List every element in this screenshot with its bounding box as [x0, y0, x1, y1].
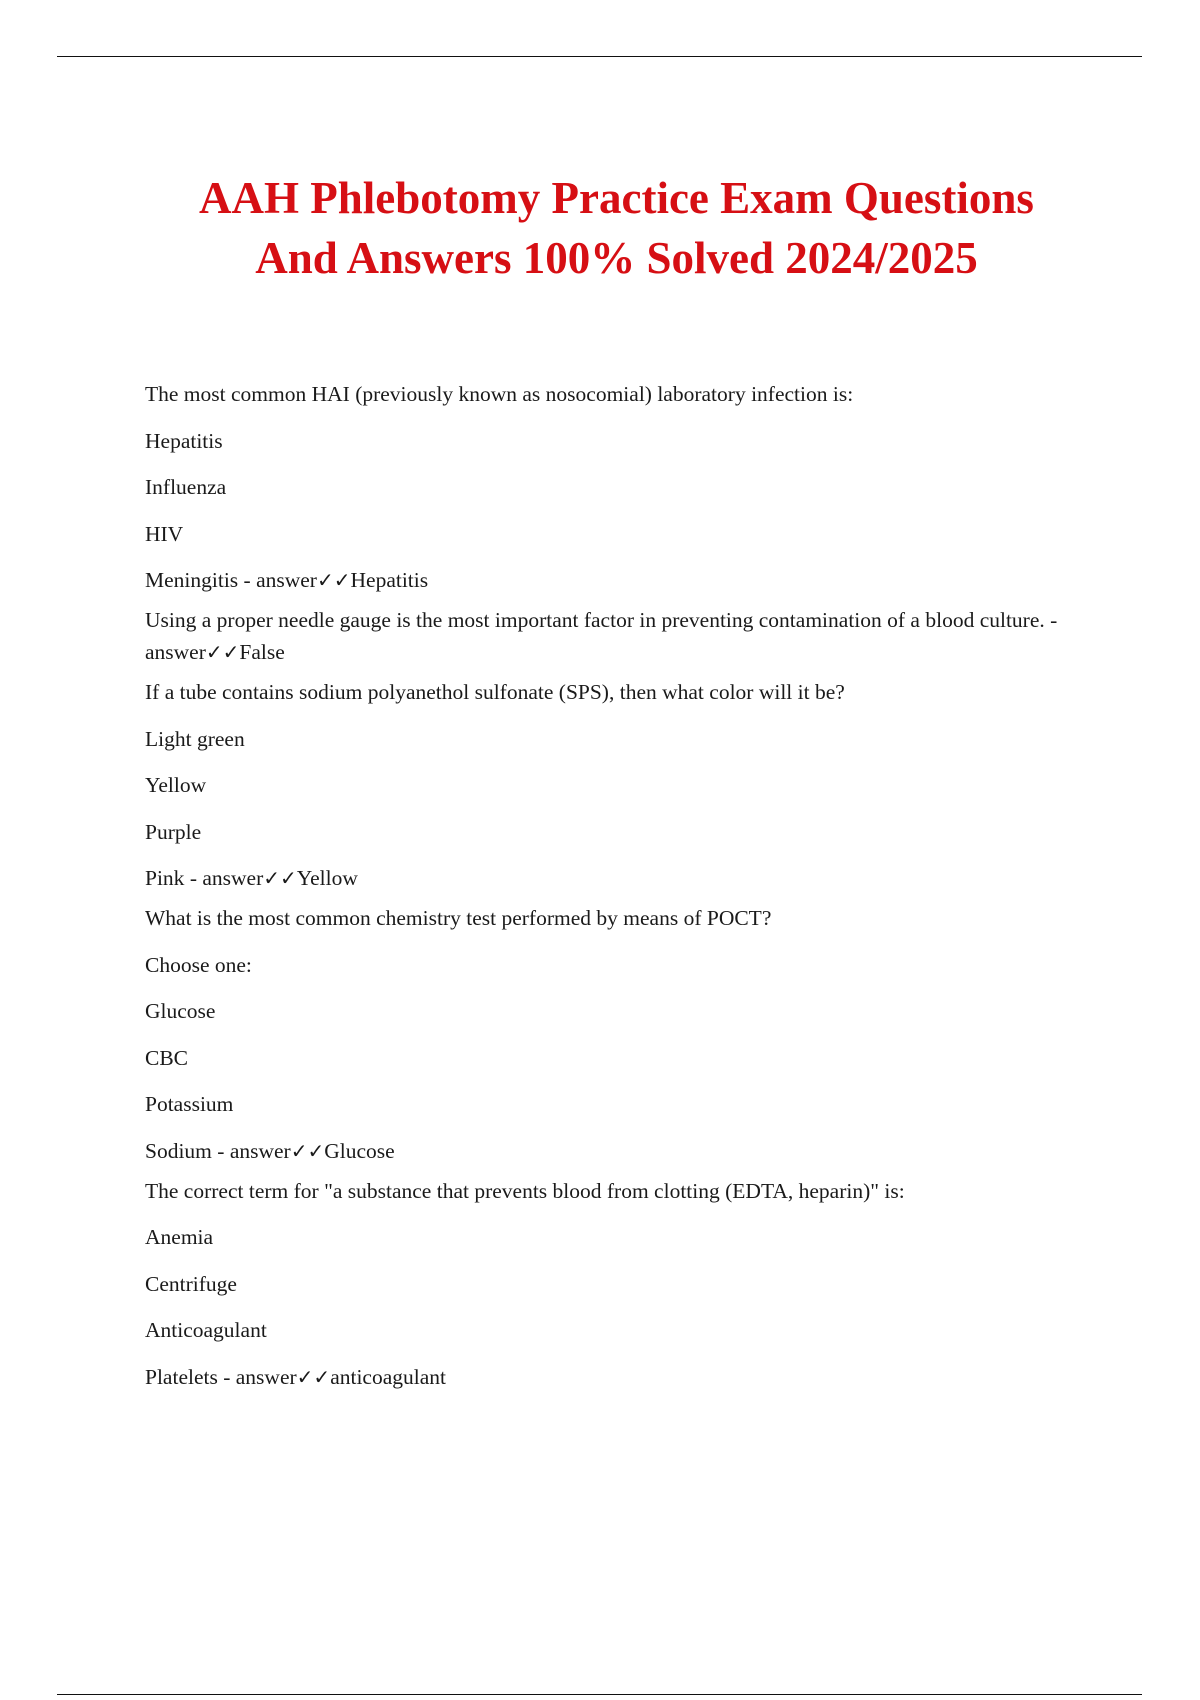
- answer-text: Yellow: [296, 866, 358, 890]
- top-rule: [57, 56, 1142, 57]
- answer-marker: - answer: [145, 608, 1058, 664]
- question-text: What is the most common chemistry test performed by means of POCT?: [145, 906, 772, 930]
- answer-text: Hepatitis: [350, 568, 429, 592]
- document-title: [0, 168, 1200, 288]
- question-text: Using a proper needle gauge is the most important factor in preventing contamination of a blood culture.: [145, 608, 1045, 632]
- document-body: [145, 378, 1095, 1401]
- option-text: Anticoagulant: [145, 1318, 267, 1342]
- checkmark-icon: ✓✓: [296, 1364, 331, 1389]
- checkmark-icon: ✓✓: [316, 568, 351, 592]
- question-text: The most common HAI (previously known as nosocomial) laboratory infection is:: [145, 382, 854, 406]
- answer-marker: - answer: [217, 1138, 291, 1163]
- answer-line: [145, 604, 1095, 668]
- checkmark-icon: ✓✓: [290, 1138, 325, 1163]
- option-text: Anemia: [145, 1225, 214, 1249]
- option-text: Purple: [145, 819, 202, 844]
- option-text: Pink: [145, 866, 185, 890]
- option-text: Sodium: [145, 1138, 212, 1163]
- question-text: If a tube contains sodium polyanethol sulfonate (SPS), then what color will it be?: [145, 680, 845, 704]
- answer-line: [145, 564, 1095, 596]
- option-text: HIV: [145, 521, 184, 546]
- answer-text: Glucose: [324, 1138, 395, 1163]
- option-text: Yellow: [145, 773, 207, 797]
- answer-line: [145, 1361, 1095, 1393]
- answer-marker: - answer: [223, 1364, 297, 1389]
- option-text: Influenza: [145, 475, 227, 499]
- option-text: Light green: [145, 726, 245, 751]
- checkmark-icon: ✓✓: [205, 640, 240, 664]
- title-line-2: And Answers 100% Solved 2024/2025: [255, 233, 978, 283]
- option-text: Glucose: [145, 999, 216, 1023]
- answer-text: False: [239, 640, 285, 664]
- prompt-text: Choose one:: [145, 952, 252, 977]
- answer-marker: - answer: [243, 568, 317, 592]
- option-text: Potassium: [145, 1092, 234, 1116]
- option-text: Hepatitis: [145, 428, 223, 453]
- answer-text: anticoagulant: [330, 1364, 447, 1389]
- bottom-rule: [57, 1694, 1142, 1695]
- option-text: Platelets: [145, 1364, 218, 1389]
- option-text: Centrifuge: [145, 1271, 237, 1296]
- question-text: The correct term for "a substance that prevents blood from clotting (EDTA, heparin)" is:: [145, 1178, 905, 1203]
- option-text: CBC: [145, 1045, 189, 1070]
- answer-line: [145, 862, 1095, 894]
- option-text: Meningitis: [145, 568, 239, 592]
- answer-line: [145, 1135, 1095, 1167]
- checkmark-icon: ✓✓: [263, 866, 297, 890]
- answer-marker: - answer: [189, 866, 264, 890]
- title-line-1: AAH Phlebotomy Practice Exam Questions: [199, 173, 1034, 223]
